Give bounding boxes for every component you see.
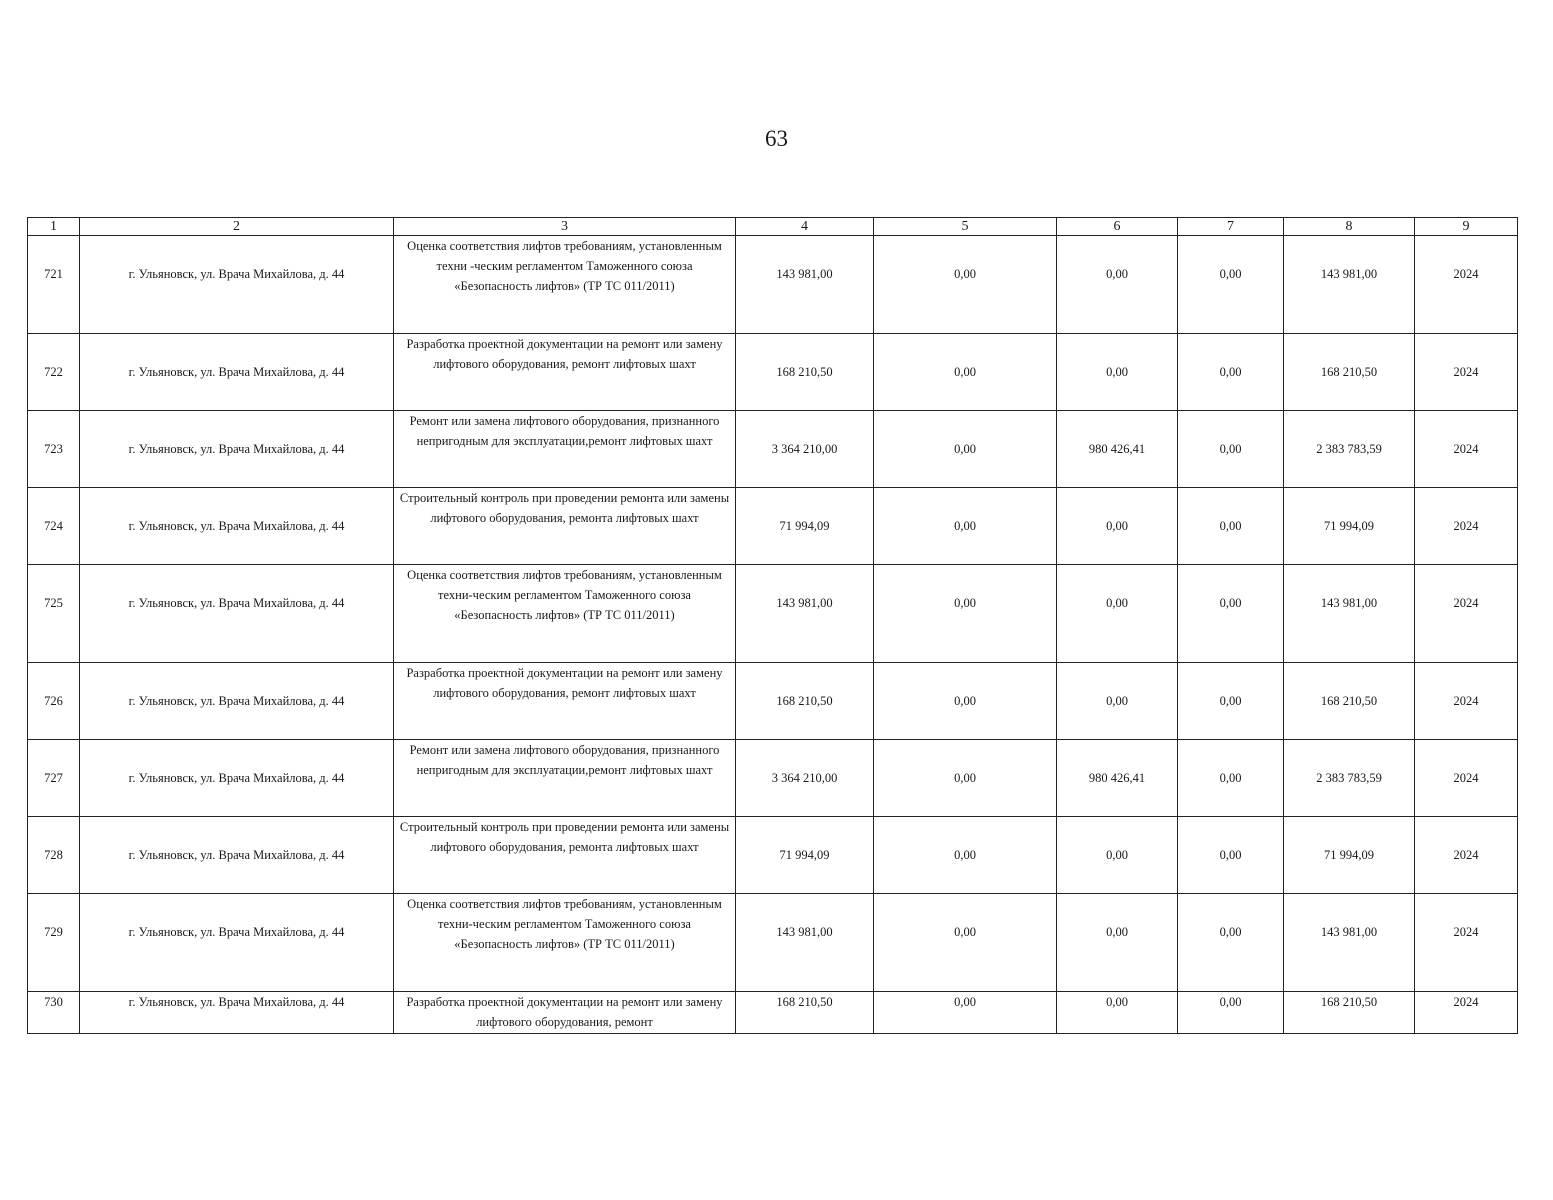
value-cell-6: 980 426,41 xyxy=(1057,740,1178,817)
table-row xyxy=(28,236,1518,334)
work-type-cell: Строительный контроль при проведении ремонта или замены лифтового оборудования, ремонта лифтовых шахт xyxy=(394,817,736,894)
row-number: 726 xyxy=(28,663,80,740)
row-number: 730 xyxy=(28,992,80,1034)
row-number: 728 xyxy=(28,817,80,894)
table-row xyxy=(28,740,1518,817)
row-number: 725 xyxy=(28,565,80,663)
value-cell-8: 71 994,09 xyxy=(1284,817,1415,894)
row-number: 724 xyxy=(28,488,80,565)
header-cell: 2 xyxy=(80,218,394,236)
value-cell-5: 0,00 xyxy=(874,817,1057,894)
total-cost-cell: 168 210,50 xyxy=(736,334,874,411)
header-cell: 7 xyxy=(1178,218,1284,236)
row-number: 721 xyxy=(28,236,80,334)
value-cell-8: 168 210,50 xyxy=(1284,663,1415,740)
header-cell: 8 xyxy=(1284,218,1415,236)
value-cell-5: 0,00 xyxy=(874,740,1057,817)
value-cell-5: 0,00 xyxy=(874,411,1057,488)
work-type-cell: Оценка соответствия лифтов требованиям, установленным техни -ческим регламентом Таможенного союза «Безопасность лифтов» (ТР ТС 011/2011) xyxy=(394,236,736,334)
address-cell: г. Ульяновск, ул. Врача Михайлова, д. 44 xyxy=(80,565,394,663)
address-cell: г. Ульяновск, ул. Врача Михайлова, д. 44 xyxy=(80,894,394,992)
value-cell-7: 0,00 xyxy=(1178,663,1284,740)
address-cell: г. Ульяновск, ул. Врача Михайлова, д. 44 xyxy=(80,817,394,894)
value-cell-6: 0,00 xyxy=(1057,488,1178,565)
header-cell: 3 xyxy=(394,218,736,236)
total-cost-cell: 3 364 210,00 xyxy=(736,411,874,488)
address-cell: г. Ульяновск, ул. Врача Михайлова, д. 44 xyxy=(80,992,394,1034)
value-cell-8: 71 994,09 xyxy=(1284,488,1415,565)
address-cell: г. Ульяновск, ул. Врача Михайлова, д. 44 xyxy=(80,334,394,411)
value-cell-6: 0,00 xyxy=(1057,334,1178,411)
total-cost-cell: 143 981,00 xyxy=(736,236,874,334)
row-number: 722 xyxy=(28,334,80,411)
page-number: 63 xyxy=(765,126,788,151)
value-cell-5: 0,00 xyxy=(874,334,1057,411)
value-cell-5: 0,00 xyxy=(874,236,1057,334)
value-cell-5: 0,00 xyxy=(874,894,1057,992)
total-cost-cell: 168 210,50 xyxy=(736,992,874,1034)
value-cell-8: 143 981,00 xyxy=(1284,565,1415,663)
value-cell-6: 980 426,41 xyxy=(1057,411,1178,488)
value-cell-5: 0,00 xyxy=(874,565,1057,663)
address-cell: г. Ульяновск, ул. Врача Михайлова, д. 44 xyxy=(80,411,394,488)
total-cost-cell: 168 210,50 xyxy=(736,663,874,740)
work-type-cell: Разработка проектной документации на ремонт или замену лифтового оборудования, ремонт лифтовых шахт xyxy=(394,334,736,411)
address-cell: г. Ульяновск, ул. Врача Михайлова, д. 44 xyxy=(80,236,394,334)
table-row xyxy=(28,565,1518,663)
table-body xyxy=(28,236,1518,1034)
header-cell: 6 xyxy=(1057,218,1178,236)
header-cell: 5 xyxy=(874,218,1057,236)
year-cell: 2024 xyxy=(1415,411,1518,488)
work-type-cell: Оценка соответствия лифтов требованиям, установленным техни-ческим регламентом Таможенного союза «Безопасность лифтов» (ТР ТС 011/2011) xyxy=(394,894,736,992)
year-cell: 2024 xyxy=(1415,565,1518,663)
header-cell: 9 xyxy=(1415,218,1518,236)
value-cell-8: 143 981,00 xyxy=(1284,236,1415,334)
value-cell-6: 0,00 xyxy=(1057,236,1178,334)
row-number: 723 xyxy=(28,411,80,488)
row-number: 729 xyxy=(28,894,80,992)
total-cost-cell: 143 981,00 xyxy=(736,894,874,992)
header-cell: 4 xyxy=(736,218,874,236)
value-cell-7: 0,00 xyxy=(1178,992,1284,1034)
table-row xyxy=(28,411,1518,488)
value-cell-7: 0,00 xyxy=(1178,894,1284,992)
work-type-cell: Оценка соответствия лифтов требованиям, установленным техни-ческим регламентом Таможенного союза «Безопасность лифтов» (ТР ТС 011/2011) xyxy=(394,565,736,663)
value-cell-7: 0,00 xyxy=(1178,817,1284,894)
value-cell-6: 0,00 xyxy=(1057,565,1178,663)
year-cell: 2024 xyxy=(1415,817,1518,894)
work-type-cell: Строительный контроль при проведении ремонта или замены лифтового оборудования, ремонта лифтовых шахт xyxy=(394,488,736,565)
table-row xyxy=(28,663,1518,740)
value-cell-5: 0,00 xyxy=(874,992,1057,1034)
value-cell-5: 0,00 xyxy=(874,663,1057,740)
table-row xyxy=(28,488,1518,565)
total-cost-cell: 143 981,00 xyxy=(736,565,874,663)
value-cell-8: 168 210,50 xyxy=(1284,992,1415,1034)
work-type-cell: Ремонт или замена лифтового оборудования, признанного непригодным для эксплуатации,ремонт лифтовых шахт xyxy=(394,411,736,488)
work-type-cell xyxy=(394,992,736,1034)
total-cost-cell: 3 364 210,00 xyxy=(736,740,874,817)
work-type-text: Разработка проектной документации на ремонт или замену лифтового оборудования, ремонт xyxy=(406,995,723,1029)
year-cell: 2024 xyxy=(1415,740,1518,817)
value-cell-8: 168 210,50 xyxy=(1284,334,1415,411)
year-cell: 2024 xyxy=(1415,663,1518,740)
address-cell: г. Ульяновск, ул. Врача Михайлова, д. 44 xyxy=(80,663,394,740)
value-cell-6: 0,00 xyxy=(1057,663,1178,740)
value-cell-8: 2 383 783,59 xyxy=(1284,411,1415,488)
year-cell: 2024 xyxy=(1415,992,1518,1034)
year-cell: 2024 xyxy=(1415,334,1518,411)
value-cell-7: 0,00 xyxy=(1178,740,1284,817)
value-cell-6: 0,00 xyxy=(1057,894,1178,992)
work-type-cell: Разработка проектной документации на ремонт или замену лифтового оборудования, ремонт лифтовых шахт xyxy=(394,663,736,740)
year-cell: 2024 xyxy=(1415,894,1518,992)
value-cell-6: 0,00 xyxy=(1057,992,1178,1034)
address-cell: г. Ульяновск, ул. Врача Михайлова, д. 44 xyxy=(80,740,394,817)
year-cell: 2024 xyxy=(1415,488,1518,565)
value-cell-6: 0,00 xyxy=(1057,817,1178,894)
table-row xyxy=(28,817,1518,894)
works-table xyxy=(27,217,1518,1034)
value-cell-7: 0,00 xyxy=(1178,488,1284,565)
header-cell: 1 xyxy=(28,218,80,236)
address-cell: г. Ульяновск, ул. Врача Михайлова, д. 44 xyxy=(80,488,394,565)
total-cost-cell: 71 994,09 xyxy=(736,817,874,894)
header-row xyxy=(28,218,1518,236)
value-cell-5: 0,00 xyxy=(874,488,1057,565)
table-header xyxy=(28,218,1518,236)
value-cell-7: 0,00 xyxy=(1178,411,1284,488)
value-cell-7: 0,00 xyxy=(1178,236,1284,334)
value-cell-8: 2 383 783,59 xyxy=(1284,740,1415,817)
total-cost-cell: 71 994,09 xyxy=(736,488,874,565)
value-cell-8: 143 981,00 xyxy=(1284,894,1415,992)
value-cell-7: 0,00 xyxy=(1178,334,1284,411)
row-number: 727 xyxy=(28,740,80,817)
table-row xyxy=(28,334,1518,411)
value-cell-7: 0,00 xyxy=(1178,565,1284,663)
work-type-cell: Ремонт или замена лифтового оборудования, признанного непригодным для эксплуатации,ремонт лифтовых шахт xyxy=(394,740,736,817)
table-row xyxy=(28,894,1518,992)
table-row xyxy=(28,992,1518,1034)
year-cell: 2024 xyxy=(1415,236,1518,334)
